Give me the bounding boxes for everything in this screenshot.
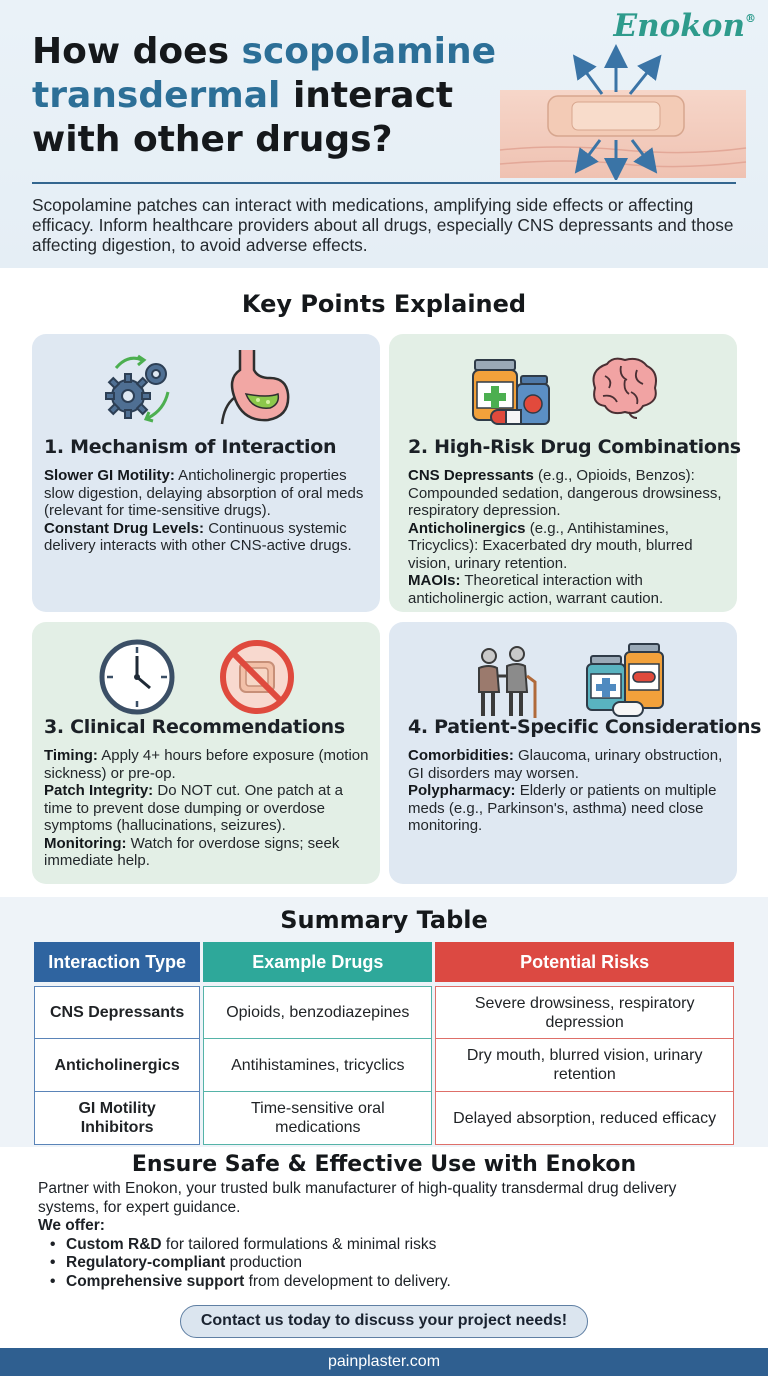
brain-icon bbox=[585, 354, 661, 420]
list-item: • Custom R&D for tailored formulations & minimal risks bbox=[38, 1236, 738, 1255]
no-cutting-patch-icon bbox=[218, 638, 296, 716]
table-cell: Time-sensitive oral medications bbox=[203, 1092, 432, 1145]
medication-bottles-icon bbox=[583, 636, 667, 720]
column-header: Interaction Type bbox=[34, 942, 200, 982]
card-body: Timing: Apply 4+ hours before exposure (motion sickness) or pre-op. Patch Integrity: Do NOT cut. One patch at a time to prevent dose dumping or overdose symptoms (hallucinations, seizures). Monitoring: Watch for overdose signs; seek immediate help. bbox=[44, 747, 369, 869]
table-cell: Opioids, benzodiazepines bbox=[203, 986, 432, 1039]
page-title: How does scopolamine transdermal interact with other drugs? bbox=[32, 31, 497, 160]
gears-cycle-icon bbox=[98, 348, 178, 428]
column-header: Potential Risks bbox=[435, 942, 734, 982]
footer-link[interactable]: painplaster.com bbox=[327, 1353, 441, 1370]
card-clinical bbox=[32, 622, 380, 884]
footer bbox=[0, 1348, 768, 1376]
card-body: Comorbidities: Glaucoma, urinary obstruction, GI disorders may worsen. Polypharmacy: Elderly or patients on multiple meds (e.g., Parkinson's, asthma) need close monitoring. bbox=[408, 747, 723, 834]
card-title: 4. Patient-Specific Considerations bbox=[408, 716, 762, 738]
column-header: Example Drugs bbox=[203, 942, 432, 982]
cta-body bbox=[38, 1180, 738, 1291]
table-header-row bbox=[34, 942, 734, 982]
intro-text: Scopolamine patches can interact with medications, amplifying side effects or affecting efficacy. Inform healthcare providers about all drugs, especially CNS depressants and those affecting digestion, to avoid adverse effects. bbox=[32, 195, 734, 255]
table-cell: Antihistamines, tricyclics bbox=[203, 1039, 432, 1092]
patch-diffusion-icon bbox=[498, 42, 748, 180]
card-title: 3. Clinical Recommendations bbox=[44, 716, 345, 738]
card-patient bbox=[389, 622, 762, 884]
table-row bbox=[34, 1092, 734, 1145]
card-mechanism bbox=[32, 334, 380, 612]
list-item: • Comprehensive support from development to delivery. bbox=[38, 1273, 738, 1292]
card-body: CNS Depressants (e.g., Opioids, Benzos): Compounded sedation, dangerous drowsiness, respiratory depression. Anticholinergics (e.g., Antihistamines, Tricyclics): Exacerbated dry mouth, blurred vision, urinary retention. MAOIs: Theoretical interaction with anticholinergic action, warrant caution. bbox=[408, 467, 722, 607]
elderly-couple-icon bbox=[465, 642, 545, 722]
stomach-icon bbox=[218, 348, 296, 432]
summary-heading: Summary Table bbox=[280, 906, 488, 934]
table-cell: Severe drowsiness, respiratory depression bbox=[435, 986, 734, 1039]
list-item: • Regulatory-compliant production bbox=[38, 1254, 738, 1273]
table-cell: Anticholinergics bbox=[34, 1039, 200, 1092]
table-row bbox=[34, 986, 734, 1039]
card-body: Slower GI Motility: Anticholinergic properties slow digestion, delaying absorption of oral meds (relevant for time-sensitive drugs). Constant Drug Levels: Continuous systemic delivery interacts with other CNS-active drugs. bbox=[44, 467, 364, 554]
table-cell: CNS Depressants bbox=[34, 986, 200, 1039]
divider bbox=[32, 182, 736, 184]
card-high-risk bbox=[389, 334, 741, 612]
table-cell: Dry mouth, blurred vision, urinary retention bbox=[435, 1039, 734, 1092]
cta-text: Partner with Enokon, your trusted bulk manufacturer of high-quality transdermal drug delivery systems, for expert guidance. bbox=[38, 1180, 677, 1216]
card-title: 2. High-Risk Drug Combinations bbox=[408, 436, 741, 458]
brand-logo: Enokon® bbox=[613, 8, 756, 44]
table-cell: Delayed absorption, reduced efficacy bbox=[435, 1092, 734, 1145]
key-points-heading: Key Points Explained bbox=[241, 290, 527, 318]
card-title: 1. Mechanism of Interaction bbox=[44, 436, 337, 458]
contact-button[interactable]: Contact us today to discuss your project needs! bbox=[180, 1305, 588, 1338]
cta-heading: Ensure Safe & Effective Use with Enokon bbox=[131, 1152, 637, 1177]
offer-list bbox=[38, 1236, 738, 1292]
we-offer-label: We offer: bbox=[38, 1217, 105, 1234]
summary-table bbox=[31, 942, 737, 1145]
medicine-bottles-icon bbox=[469, 348, 553, 432]
table-cell: GI Motility Inhibitors bbox=[34, 1092, 200, 1145]
clock-icon bbox=[98, 638, 176, 716]
table-row bbox=[34, 1039, 734, 1092]
